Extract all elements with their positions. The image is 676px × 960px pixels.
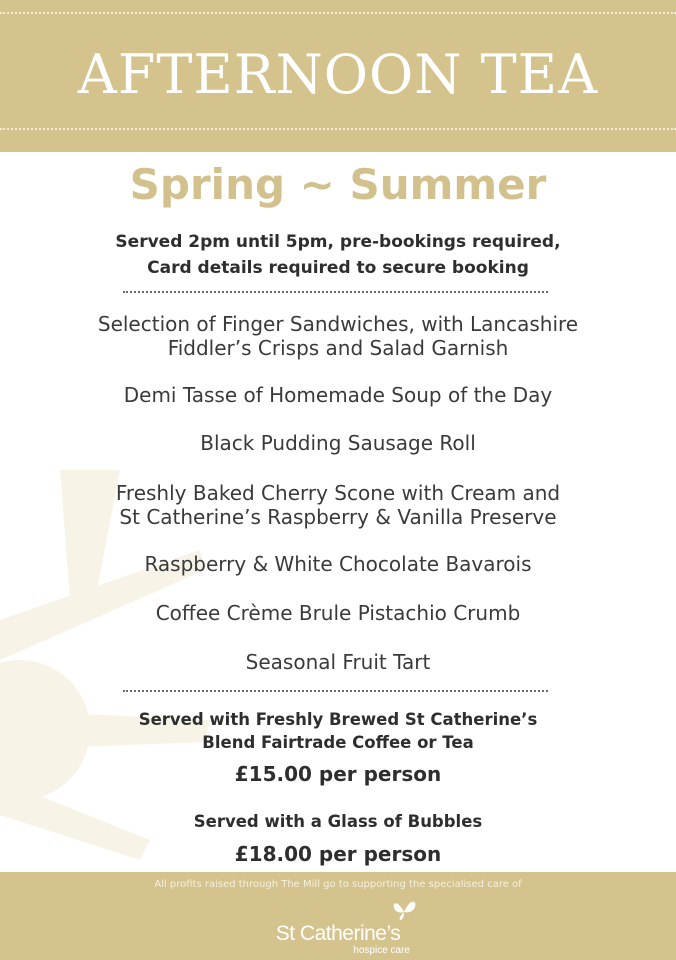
header-bottom-dotted-rule [0,128,676,130]
season-title: Spring ~ Summer [129,160,547,209]
page-title: AFTERNOON TEA [77,43,599,106]
menu-item-sandwiches-line-1: Selection of Finger Sandwiches, with Lancashire [97,312,579,336]
divider-bottom [123,690,548,692]
menu-item-creme-brule: Coffee Crème Brule Pistachio Crumb [155,601,521,625]
header-top-dotted-rule [0,12,676,14]
intro-line-1: Served 2pm until 5pm, pre-bookings required, [115,232,561,252]
logo-name: St Catherine’s [275,922,401,945]
butterfly-icon [390,898,418,922]
menu-item-sandwiches-line-2: Fiddler’s Crisps and Salad Garnish [167,336,509,360]
option-bubbles-price: £18.00 per person [234,842,442,866]
logo-subtitle: hospice care [353,945,410,956]
footer-text: All profits raised through The Mill go to supporting the specialised care of [154,879,522,890]
menu-item-scone-line-2: St Catherine’s Raspberry & Vanilla Preserve [119,505,557,529]
menu-item-scone-line-1: Freshly Baked Cherry Scone with Cream and [115,481,561,505]
option-tea-price: £15.00 per person [234,762,442,786]
menu-item-fruit-tart: Seasonal Fruit Tart [245,650,431,674]
option-bubbles-line-1: Served with a Glass of Bubbles [193,812,483,831]
divider-top [123,291,548,293]
option-tea-line-1: Served with Freshly Brewed St Catherine’s [138,710,538,729]
menu-item-bavarois: Raspberry & White Chocolate Bavarois [144,552,532,576]
menu-item-sausage-roll: Black Pudding Sausage Roll [200,431,476,455]
option-tea-line-2: Blend Fairtrade Coffee or Tea [202,733,474,752]
menu-item-soup: Demi Tasse of Homemade Soup of the Day [123,383,553,407]
intro-line-2: Card details required to secure booking [147,258,529,278]
